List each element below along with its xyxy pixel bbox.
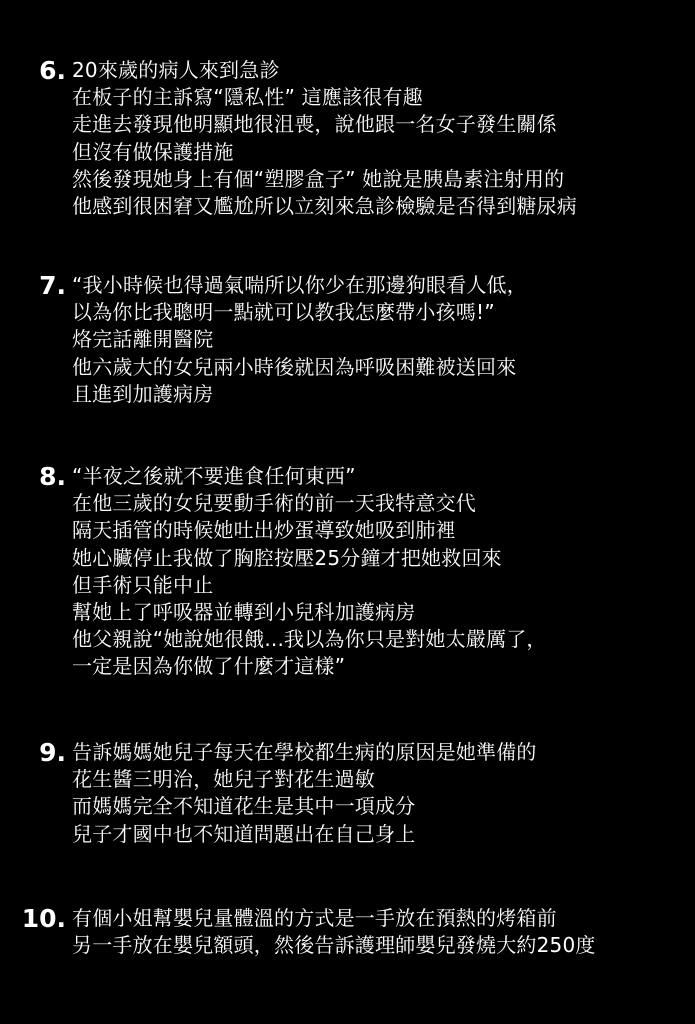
text-line: 幫她上了呼吸器並轉到小兒科加護病房 (72, 600, 416, 625)
text-line: “我小時候也得過氣喘所以你少在那邊狗眼看人低， (72, 273, 527, 297)
item-text (72, 57, 692, 220)
item-number: 8. (39, 462, 66, 491)
text-line: 他感到很困窘又尷尬所以立刻來急診檢驗是否得到糖尿病 (72, 194, 577, 219)
item-number: 7. (39, 271, 66, 300)
text-line: 但手術只能中止 (72, 572, 214, 597)
item-text (72, 739, 692, 848)
text-line: 然後發現她身上有個“塑膠盒子” 她說是胰島素注射用的 (72, 166, 565, 191)
text-line: 走進去發現他明顯地很沮喪，說他跟一名女子發生關係 (72, 112, 557, 137)
item-number: 9. (39, 738, 66, 767)
text-line: 他父親說“她說她很餓...我以為你只是對她太嚴厲了， (72, 627, 547, 652)
text-line: 有個小姐幫嬰兒量體溫的方式是一手放在預熱的烤箱前 (72, 906, 557, 930)
text-line: 一定是因為你做了什麼才這樣” (72, 654, 346, 679)
text-line: 兒子才國中也不知道問題出在自己身上 (72, 821, 416, 846)
text-line: 他六歲大的女兒兩小時後就因為呼吸困難被送回來 (72, 354, 517, 379)
text-line: 而媽媽完全不知道花生是其中一項成分 (72, 794, 416, 819)
item-text (72, 463, 692, 681)
item-text (72, 272, 692, 408)
text-line: 隔天插管的時候她吐出炒蛋導致她吸到肺裡 (72, 518, 456, 543)
text-line: 花生醬三明治，她兒子對花生過敏 (72, 767, 375, 792)
text-line: 另一手放在嬰兒額頭，然後告訴護理師嬰兒發燒大約250度 (72, 933, 596, 958)
text-line: 以為你比我聰明一點就可以教我怎麼帶小孩嗎!” (72, 300, 495, 325)
text-line: 她心臟停止我做了胸腔按壓25分鐘才把她救回來 (72, 545, 502, 570)
item-number: 6. (39, 56, 66, 85)
text-line: 20來歲的病人來到急診 (72, 58, 280, 82)
text-line: 但沒有做保護措施 (72, 139, 234, 164)
item-number: 10. (21, 904, 66, 933)
text-line: 在他三歲的女兒要動手術的前一天我特意交代 (72, 491, 476, 516)
text-line: 在板子的主訴寫“隱私性” 這應該很有趣 (72, 85, 423, 110)
item-text (72, 905, 692, 959)
text-line: 烙完話離開醫院 (72, 327, 214, 352)
text-line: 告訴媽媽她兒子每天在學校都生病的原因是她準備的 (72, 740, 537, 764)
text-line: “半夜之後就不要進食任何東西” (72, 464, 356, 488)
text-line: 且進到加護病房 (72, 381, 214, 406)
